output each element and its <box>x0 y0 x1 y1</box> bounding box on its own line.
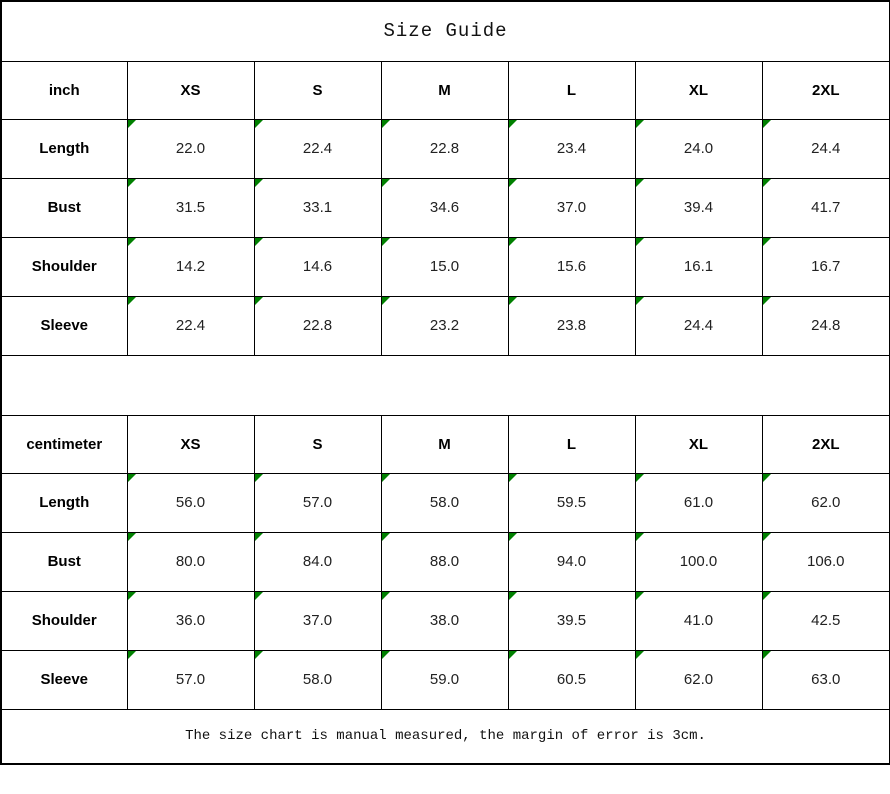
table-row-inch-length <box>1 119 890 178</box>
size-value-cell <box>381 237 508 296</box>
size-value-cell <box>635 237 762 296</box>
size-value: 41.0 <box>683 611 714 629</box>
green-triangle-icon <box>382 179 390 187</box>
green-triangle-icon <box>509 474 517 482</box>
table-row-cm-length <box>1 473 890 532</box>
size-value: 22.8 <box>429 139 460 157</box>
size-value-cell <box>127 591 254 650</box>
footer-row <box>1 709 890 764</box>
size-value-cell <box>127 178 254 237</box>
size-value-cell <box>508 119 635 178</box>
green-triangle-icon <box>128 533 136 541</box>
green-triangle-icon <box>636 533 644 541</box>
size-value-cell <box>127 473 254 532</box>
size-value-cell <box>762 650 890 709</box>
row-label: Bust <box>1 532 127 591</box>
size-value: 23.4 <box>556 139 587 157</box>
table-row-cm-shoulder <box>1 591 890 650</box>
size-header-l: L <box>508 415 635 473</box>
title-row <box>1 1 890 61</box>
size-value-cell <box>381 591 508 650</box>
size-value-cell <box>127 296 254 355</box>
green-triangle-icon <box>128 592 136 600</box>
size-value-cell <box>635 532 762 591</box>
green-triangle-icon <box>255 238 263 246</box>
size-value: 16.1 <box>683 257 714 275</box>
size-value-cell <box>508 591 635 650</box>
row-label: Bust <box>1 178 127 237</box>
size-value-cell <box>635 650 762 709</box>
green-triangle-icon <box>509 651 517 659</box>
row-label: Sleeve <box>1 296 127 355</box>
row-label: Length <box>1 473 127 532</box>
size-value: 31.5 <box>175 198 206 216</box>
green-triangle-icon <box>636 238 644 246</box>
size-value-cell <box>762 119 890 178</box>
size-value: 24.0 <box>683 139 714 157</box>
green-triangle-icon <box>763 120 771 128</box>
size-value: 61.0 <box>683 493 714 511</box>
size-value-cell <box>762 178 890 237</box>
size-value-cell <box>381 119 508 178</box>
size-value: 22.4 <box>302 139 333 157</box>
green-triangle-icon <box>636 297 644 305</box>
size-value: 37.0 <box>556 198 587 216</box>
green-triangle-icon <box>255 474 263 482</box>
size-value-cell <box>381 473 508 532</box>
size-value-cell <box>254 296 381 355</box>
green-triangle-icon <box>128 651 136 659</box>
green-triangle-icon <box>128 238 136 246</box>
green-triangle-icon <box>255 120 263 128</box>
size-header-l: L <box>508 61 635 119</box>
size-value: 36.0 <box>175 611 206 629</box>
green-triangle-icon <box>382 651 390 659</box>
green-triangle-icon <box>382 533 390 541</box>
size-value-cell <box>381 178 508 237</box>
green-triangle-icon <box>763 238 771 246</box>
size-value-cell <box>508 296 635 355</box>
green-triangle-icon <box>255 533 263 541</box>
green-triangle-icon <box>255 651 263 659</box>
size-value: 37.0 <box>302 611 333 629</box>
size-value: 24.4 <box>811 139 841 157</box>
size-value: 15.0 <box>429 257 460 275</box>
page-title: Size Guide <box>1 1 890 61</box>
green-triangle-icon <box>509 238 517 246</box>
size-value: 39.4 <box>683 198 714 216</box>
green-triangle-icon <box>763 297 771 305</box>
size-value-cell <box>254 119 381 178</box>
size-value-cell <box>381 296 508 355</box>
green-triangle-icon <box>636 179 644 187</box>
green-triangle-icon <box>636 120 644 128</box>
green-triangle-icon <box>382 297 390 305</box>
green-triangle-icon <box>509 297 517 305</box>
green-triangle-icon <box>382 120 390 128</box>
size-value: 39.5 <box>556 611 587 629</box>
inch-header-row <box>1 61 890 119</box>
green-triangle-icon <box>382 592 390 600</box>
size-value: 62.0 <box>683 670 714 688</box>
size-value: 24.4 <box>683 316 714 334</box>
size-value: 88.0 <box>429 552 460 570</box>
size-value-cell <box>635 591 762 650</box>
size-value-cell <box>508 532 635 591</box>
row-label: Sleeve <box>1 650 127 709</box>
spacer-row <box>1 355 890 415</box>
green-triangle-icon <box>763 533 771 541</box>
table-row-inch-sleeve <box>1 296 890 355</box>
size-value-cell <box>254 237 381 296</box>
size-value-cell <box>254 178 381 237</box>
size-value: 23.2 <box>429 316 460 334</box>
size-value: 38.0 <box>429 611 460 629</box>
green-triangle-icon <box>255 592 263 600</box>
size-header-m: M <box>381 61 508 119</box>
size-header-s: S <box>254 415 381 473</box>
measurement-note: The size chart is manual measured, the margin of error is 3cm. <box>1 709 890 764</box>
green-triangle-icon <box>636 651 644 659</box>
size-value: 106.0 <box>806 552 845 570</box>
size-value-cell <box>762 237 890 296</box>
size-value-cell <box>635 473 762 532</box>
size-value-cell <box>762 296 890 355</box>
size-header-2xl: 2XL <box>762 415 890 473</box>
green-triangle-icon <box>255 179 263 187</box>
size-value: 34.6 <box>429 198 460 216</box>
size-value-cell <box>762 532 890 591</box>
row-label: Length <box>1 119 127 178</box>
size-value: 56.0 <box>175 493 206 511</box>
green-triangle-icon <box>509 533 517 541</box>
green-triangle-icon <box>382 474 390 482</box>
size-value: 80.0 <box>175 552 206 570</box>
size-value: 41.7 <box>811 198 841 216</box>
size-value-cell <box>254 473 381 532</box>
size-value: 58.0 <box>429 493 460 511</box>
green-triangle-icon <box>763 474 771 482</box>
size-value-cell <box>127 650 254 709</box>
size-value: 84.0 <box>302 552 333 570</box>
unit-header-inch: inch <box>1 61 127 119</box>
size-value-cell <box>127 532 254 591</box>
size-value-cell <box>762 591 890 650</box>
size-header-xl: XL <box>635 61 762 119</box>
size-value: 22.4 <box>175 316 206 334</box>
size-value: 60.5 <box>556 670 587 688</box>
size-value: 15.6 <box>556 257 587 275</box>
green-triangle-icon <box>128 179 136 187</box>
size-value: 24.8 <box>811 316 841 334</box>
size-value-cell <box>381 650 508 709</box>
size-value: 22.8 <box>302 316 333 334</box>
size-value: 57.0 <box>175 670 206 688</box>
size-value: 59.0 <box>429 670 460 688</box>
size-value-cell <box>635 178 762 237</box>
green-triangle-icon <box>509 592 517 600</box>
table-row-inch-shoulder <box>1 237 890 296</box>
green-triangle-icon <box>509 179 517 187</box>
size-value: 42.5 <box>811 611 841 629</box>
size-value: 59.5 <box>556 493 587 511</box>
green-triangle-icon <box>763 592 771 600</box>
size-value-cell <box>508 237 635 296</box>
size-value-cell <box>381 532 508 591</box>
green-triangle-icon <box>636 474 644 482</box>
size-value-cell <box>762 473 890 532</box>
size-value-cell <box>127 119 254 178</box>
unit-header-centimeter: centimeter <box>1 415 127 473</box>
size-value: 14.2 <box>175 257 206 275</box>
size-value: 14.6 <box>302 257 333 275</box>
green-triangle-icon <box>128 297 136 305</box>
size-value: 58.0 <box>302 670 333 688</box>
size-value-cell <box>635 119 762 178</box>
size-value-cell <box>508 473 635 532</box>
size-header-s: S <box>254 61 381 119</box>
green-triangle-icon <box>382 238 390 246</box>
size-header-2xl: 2XL <box>762 61 890 119</box>
size-header-xs: XS <box>127 61 254 119</box>
size-value: 57.0 <box>302 493 333 511</box>
size-value: 94.0 <box>556 552 587 570</box>
spacer-cell <box>1 355 890 415</box>
table-row-cm-bust <box>1 532 890 591</box>
row-label: Shoulder <box>1 591 127 650</box>
green-triangle-icon <box>255 297 263 305</box>
size-value-cell <box>254 591 381 650</box>
green-triangle-icon <box>509 120 517 128</box>
size-value-cell <box>508 650 635 709</box>
size-header-xl: XL <box>635 415 762 473</box>
size-header-m: M <box>381 415 508 473</box>
green-triangle-icon <box>128 120 136 128</box>
table-row-inch-bust <box>1 178 890 237</box>
size-value-cell <box>127 237 254 296</box>
size-value: 23.8 <box>556 316 587 334</box>
size-value: 33.1 <box>302 198 333 216</box>
size-value: 63.0 <box>811 670 841 688</box>
size-value: 16.7 <box>811 257 841 275</box>
size-value: 22.0 <box>175 139 206 157</box>
green-triangle-icon <box>636 592 644 600</box>
size-value-cell <box>635 296 762 355</box>
green-triangle-icon <box>128 474 136 482</box>
size-value: 100.0 <box>679 552 718 570</box>
green-triangle-icon <box>763 179 771 187</box>
table-row-cm-sleeve <box>1 650 890 709</box>
size-value-cell <box>254 650 381 709</box>
centimeter-header-row <box>1 415 890 473</box>
row-label: Shoulder <box>1 237 127 296</box>
green-triangle-icon <box>763 651 771 659</box>
size-value-cell <box>254 532 381 591</box>
size-value: 62.0 <box>811 493 841 511</box>
size-value-cell <box>508 178 635 237</box>
size-header-xs: XS <box>127 415 254 473</box>
